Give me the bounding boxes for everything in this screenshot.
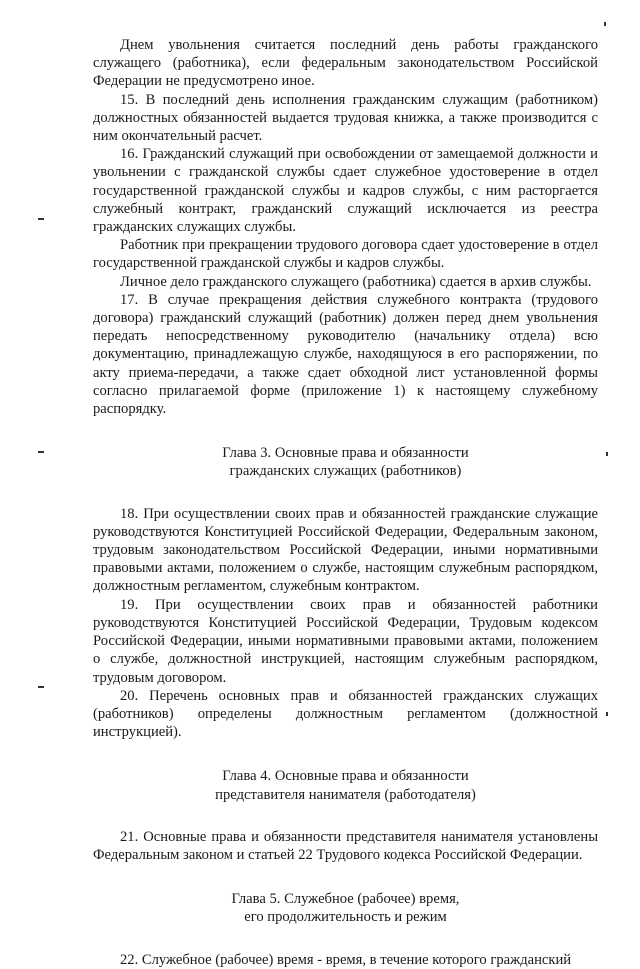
chapter-3-heading [93,444,598,480]
paragraph: Личное дело гражданского служащего (работника) сдается в архив службы. [120,273,592,290]
chapter-5-heading [93,890,598,926]
scan-mark [606,712,608,716]
chapter-3-title-line-2: гражданских служащих (работников) [229,463,462,480]
chapter-4-title-line-2: представителя нанимателя (работодателя) [215,786,476,803]
scan-mark [604,22,606,26]
paragraph: Работник при прекращении трудового договора сдает удостоверение в отдел государственной гражданской службы и кадров службы. [93,237,598,272]
chapter-5-title-line-2: его продолжительность и режим [244,909,447,926]
chapter-4-title-line-1: Глава 4. Основные права и обязанности [222,768,469,785]
scan-mark [38,451,44,453]
document-body [93,36,598,969]
paragraph-19: 19. При осуществлении своих прав и обязанностей работники руководствуются Конституцией Российской Федерации, Трудовым кодексом Российской Федерации, иными нормативными правовыми актами, положением о службе, должностной инструкцией, настоящим служебным распорядком, трудовым договором. [93,596,598,686]
paragraph-17: 17. В случае прекращения действия служебного контракта (трудового договора) гражданский служащий (работник) должен перед днем увольнения передать непосредственному руководителю (начальнику отдела) всю документацию, принадлежащую службе, находящуюся в его распоряжении, по акту приема-передачи, а также сдает обходной лист установленной формы согласно прилагаемой форме (приложение 1) к настоящему служебному распорядку. [93,291,598,418]
paragraph-22: 22. Служебное (рабочее) время - время, в течение которого гражданский [120,951,572,968]
paragraph-16: 16. Гражданский служащий при освобождении от замещаемой должности и увольнении с гражданской службы сдает служебное удостоверение в отдел государственной гражданской службы и кадров службы, с ним расторгается служебный контракт, гражданский служащий исключается из реестра гражданских служащих службы. [93,146,598,236]
paragraph-15: 15. В последний день исполнения гражданским служащим (работником) должностных обязанностей выдается трудовая книжка, а также производится с ним окончательный расчет. [93,91,598,145]
paragraph: Днем увольнения считается последний день работы гражданского служащего (работника), если федеральным законодательством Российской Федерации не предусмотрено иное. [93,37,598,90]
paragraph-21: 21. Основные права и обязанности представителя нанимателя установлены Федеральным законом и статьей 22 Трудового кодекса Российской Федерации. [93,828,598,863]
scan-mark [606,452,608,456]
chapter-4-heading [93,767,598,803]
chapter-3-title-line-1: Глава 3. Основные права и обязанности [222,445,469,462]
scan-mark [38,686,44,688]
paragraph-18: 18. При осуществлении своих прав и обязанностей гражданские служащие руководствуются Конституцией Российской Федерации, Федеральным законом, трудовым законодательством Российской Федерации, иными нормативными правовыми актами, положением о службе, настоящим служебным распорядком, должностным регламентом, служебным контрактом. [93,505,598,595]
paragraph-20: 20. Перечень основных прав и обязанностей гражданских служащих (работников) определены должностным регламентом (должностной инструкцией). [93,687,598,741]
chapter-5-title-line-1: Глава 5. Служебное (рабочее) время, [231,891,460,908]
scan-mark [38,218,44,220]
